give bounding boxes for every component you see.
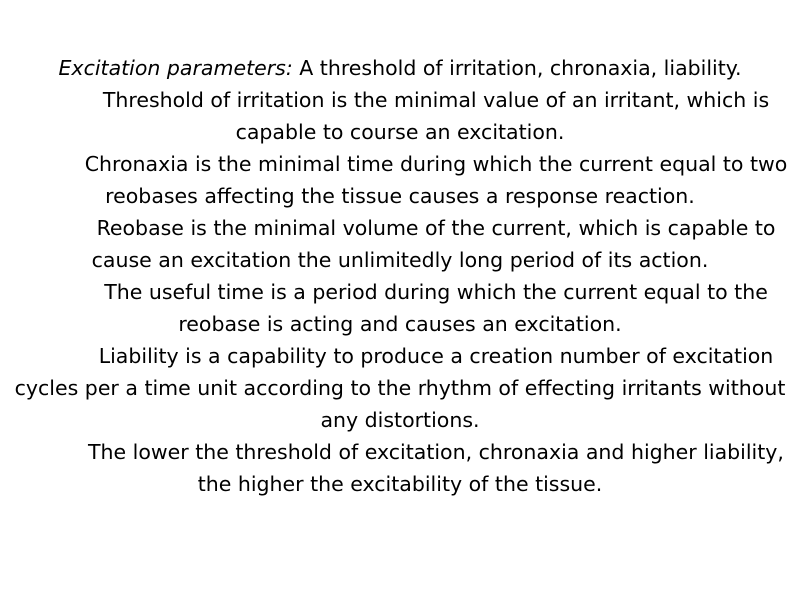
paragraph-reobase-text: Reobase is the minimal volume of the current, which is capable to cause an excitation the unlimitedly long period of its action.	[91, 216, 776, 272]
paragraph-reobase	[6, 212, 794, 276]
heading-paragraph	[6, 52, 794, 84]
paragraph-threshold-text: Threshold of irritation is the minimal value of an irritant, which is capable to course an excitation.	[102, 88, 770, 144]
paragraph-useful-time-text: The useful time is a period during which the current equal to the reobase is acting and causes an excitation.	[104, 280, 768, 336]
paragraph-liability	[6, 340, 794, 436]
paragraph-chronaxia-text: Chronaxia is the minimal time during which the current equal to two reobases affecting the tissue causes a response reaction.	[84, 152, 788, 208]
paragraph-conclusion-text: The lower the threshold of excitation, chronaxia and higher liability, the higher the excitability of the tissue.	[88, 440, 784, 496]
paragraph-threshold	[6, 84, 794, 148]
paragraph-liability-text: Liability is a capability to produce a creation number of excitation cycles per a time unit according to the rhythm of effecting irritants without any distortions.	[14, 344, 786, 432]
heading-text: A threshold of irritation, chronaxia, liability.	[292, 56, 742, 80]
paragraph-useful-time	[6, 276, 794, 340]
heading-label: Excitation parameters:	[58, 56, 293, 80]
paragraph-conclusion	[6, 436, 794, 500]
paragraph-chronaxia	[6, 148, 794, 212]
slide-body	[6, 52, 794, 500]
